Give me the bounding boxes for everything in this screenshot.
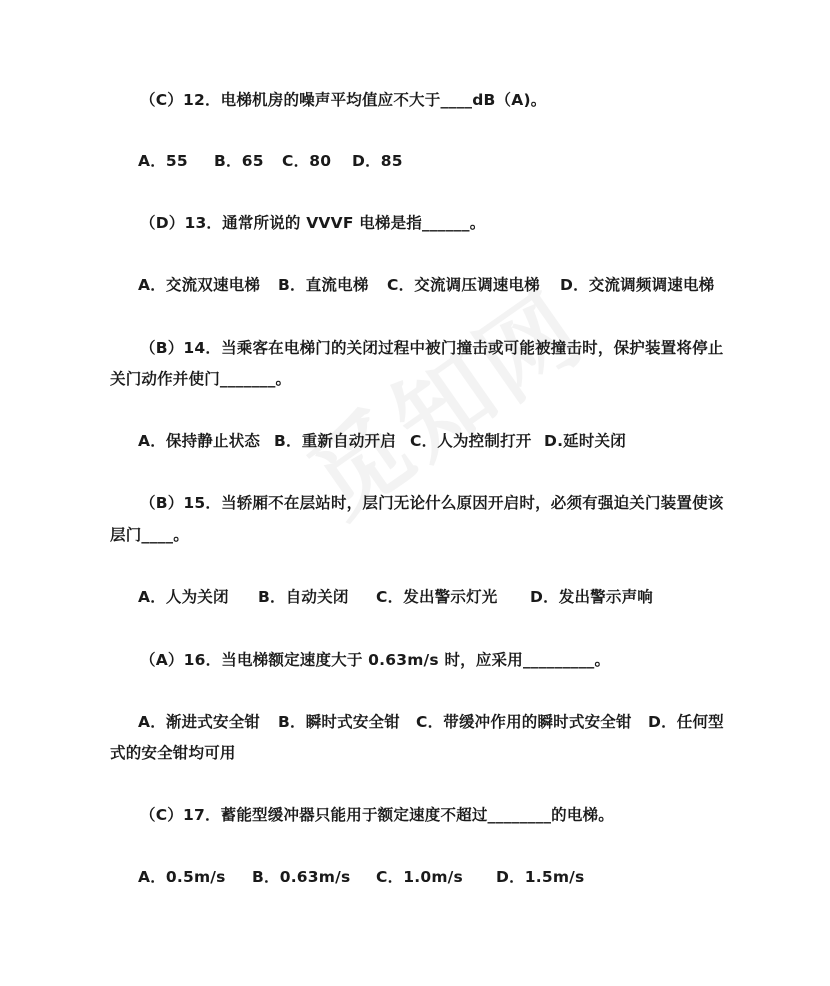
- q16-option-b: B．瞬时式安全钳: [278, 713, 400, 731]
- q13-option-a: A．交流双速电梯: [138, 276, 261, 294]
- q12-option-d: D．85: [352, 152, 403, 170]
- q16-option-a: A．渐进式安全钳: [138, 713, 261, 731]
- q15-option-c: C．发出警示灯光: [376, 588, 498, 606]
- q14-question-line2: 关门动作并使门_______。: [110, 370, 292, 388]
- q13-question: （D）13．通常所说的 VVVF 电梯是指______。: [140, 214, 486, 232]
- q12-option-a: A．55: [138, 152, 188, 170]
- q15-options: [138, 587, 653, 607]
- q17-option-d: D．1.5m/s: [496, 868, 585, 886]
- q17-option-a: A．0.5m/s: [138, 868, 226, 886]
- q15-option-d: D．发出警示声响: [530, 588, 653, 606]
- q16-question: （A）16．当电梯额定速度大于 0.63m/s 时，应采用_________。: [140, 651, 611, 669]
- q16-option-c: C．带缓冲作用的瞬时式安全钳: [416, 713, 632, 731]
- q14-option-b: B．重新自动开启: [274, 432, 396, 450]
- q17-options: [138, 867, 584, 887]
- q14-option-a: A．保持静止状态: [138, 432, 261, 450]
- q12-option-c: C．80: [282, 152, 332, 170]
- q17-option-b: B．0.63m/s: [252, 868, 351, 886]
- q14-options: [138, 431, 626, 451]
- q16-options-line1: [138, 712, 724, 732]
- q12-option-b: B．65: [214, 152, 264, 170]
- q14-option-d: D.延时关闭: [544, 432, 626, 450]
- q13-option-d: D．交流调频调速电梯: [560, 276, 715, 294]
- q16-options-line2: 式的安全钳均可用: [110, 744, 236, 762]
- q12-options: [138, 151, 403, 171]
- q14-question-line1: （B）14．当乘客在电梯门的关闭过程中被门撞击或可能被撞击时，保护装置将停止: [140, 339, 724, 357]
- q12-question: （C）12．电梯机房的噪声平均值应不大于____dB（A)。: [140, 91, 547, 109]
- q16-option-d: D．任何型: [648, 713, 724, 731]
- q15-option-b: B．自动关闭: [258, 588, 349, 606]
- q14-option-c: C．人为控制打开: [410, 432, 532, 450]
- q13-option-b: B．直流电梯: [278, 276, 369, 294]
- q17-question: （C）17．蓄能型缓冲器只能用于额定速度不超过________的电梯。: [140, 806, 614, 824]
- q15-option-a: A．人为关闭: [138, 588, 229, 606]
- q13-options: [138, 275, 714, 295]
- q15-question-line2: 层门____。: [110, 526, 189, 544]
- q15-question-line1: （B）15．当轿厢不在层站时，层门无论什么原因开启时，必须有强迫关门装置使该: [140, 494, 724, 512]
- q17-option-c: C．1.0m/s: [376, 868, 463, 886]
- q13-option-c: C．交流调压调速电梯: [387, 276, 540, 294]
